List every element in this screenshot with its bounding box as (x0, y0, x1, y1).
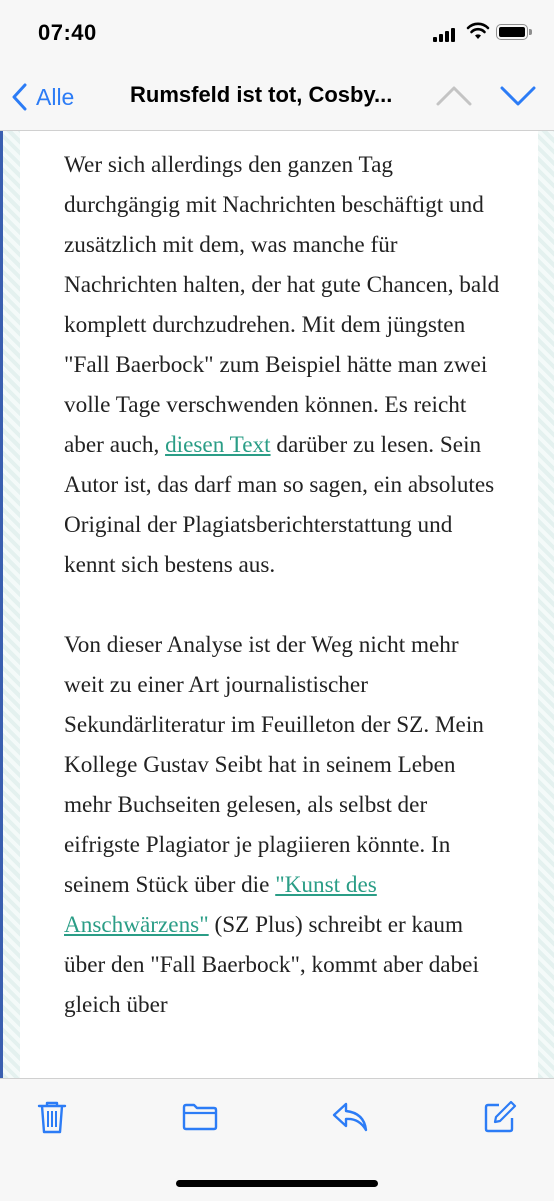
reply-button[interactable] (330, 1097, 370, 1137)
folder-icon (181, 1102, 219, 1132)
back-label: Alle (36, 83, 75, 110)
paragraph (64, 145, 504, 585)
message-body[interactable] (0, 131, 554, 1078)
delete-button[interactable] (32, 1097, 72, 1137)
left-decoration (3, 131, 20, 1078)
right-decoration (538, 131, 554, 1078)
chevron-down-icon[interactable] (498, 82, 538, 110)
back-button[interactable] (12, 80, 74, 114)
chevron-up-icon[interactable] (434, 82, 474, 110)
paragraph-text: Wer sich allerdings den ganzen Tag durchgängig mit Nachrichten beschäftigt und zusätzlich mit dem, was manche für Nachrichten halten, der hat gute Chancen, bald komplett durchzudrehen. Mit dem jüngsten "Fall Baerbock" zum Beispiel hätte man zwei volle Tage verschwenden können. Es reicht aber auch, (64, 152, 500, 458)
compose-icon (482, 1099, 518, 1135)
reply-icon (331, 1101, 369, 1133)
move-to-folder-button[interactable] (180, 1097, 220, 1137)
paragraph-text: darüber zu lesen. Sein Autor ist, das darf man so sagen, ein absolutes Original der Plagiatsberichterstattung und kennt sich bestens aus. (64, 432, 495, 578)
paragraph (64, 625, 504, 1025)
paragraph-text: Von dieser Analyse ist der Weg nicht mehr weit zu einer Art journalistischer Sekundärliteratur im Feuilleton der SZ. Mein Kollege Gustav Seibt hat in seinem Leben mehr Buchseiten gelesen, als selbst der eifrigste Plagiator je plagiieren könnte. In seinem Stück über die (64, 632, 484, 898)
compose-button[interactable] (480, 1097, 520, 1137)
wifi-icon (466, 22, 490, 42)
article-link[interactable]: "Kunst des Anschwärzens" (64, 872, 377, 938)
navigation-bar (0, 62, 554, 131)
home-indicator[interactable] (176, 1180, 378, 1187)
trash-icon (36, 1099, 68, 1135)
cellular-signal-icon (433, 26, 459, 42)
status-time: 07:40 (38, 20, 97, 45)
article-text (64, 145, 504, 1065)
message-title: Rumsfeld ist tot, Cosby... (130, 82, 393, 107)
paragraph-text: (SZ Plus) schreibt er kaum über den "Fall Baerbock", kommt aber dabei gleich über (64, 912, 479, 1018)
status-bar (0, 0, 554, 62)
chevron-left-icon (12, 83, 28, 111)
article-link[interactable]: diesen Text (165, 432, 271, 458)
battery-icon (496, 24, 528, 40)
